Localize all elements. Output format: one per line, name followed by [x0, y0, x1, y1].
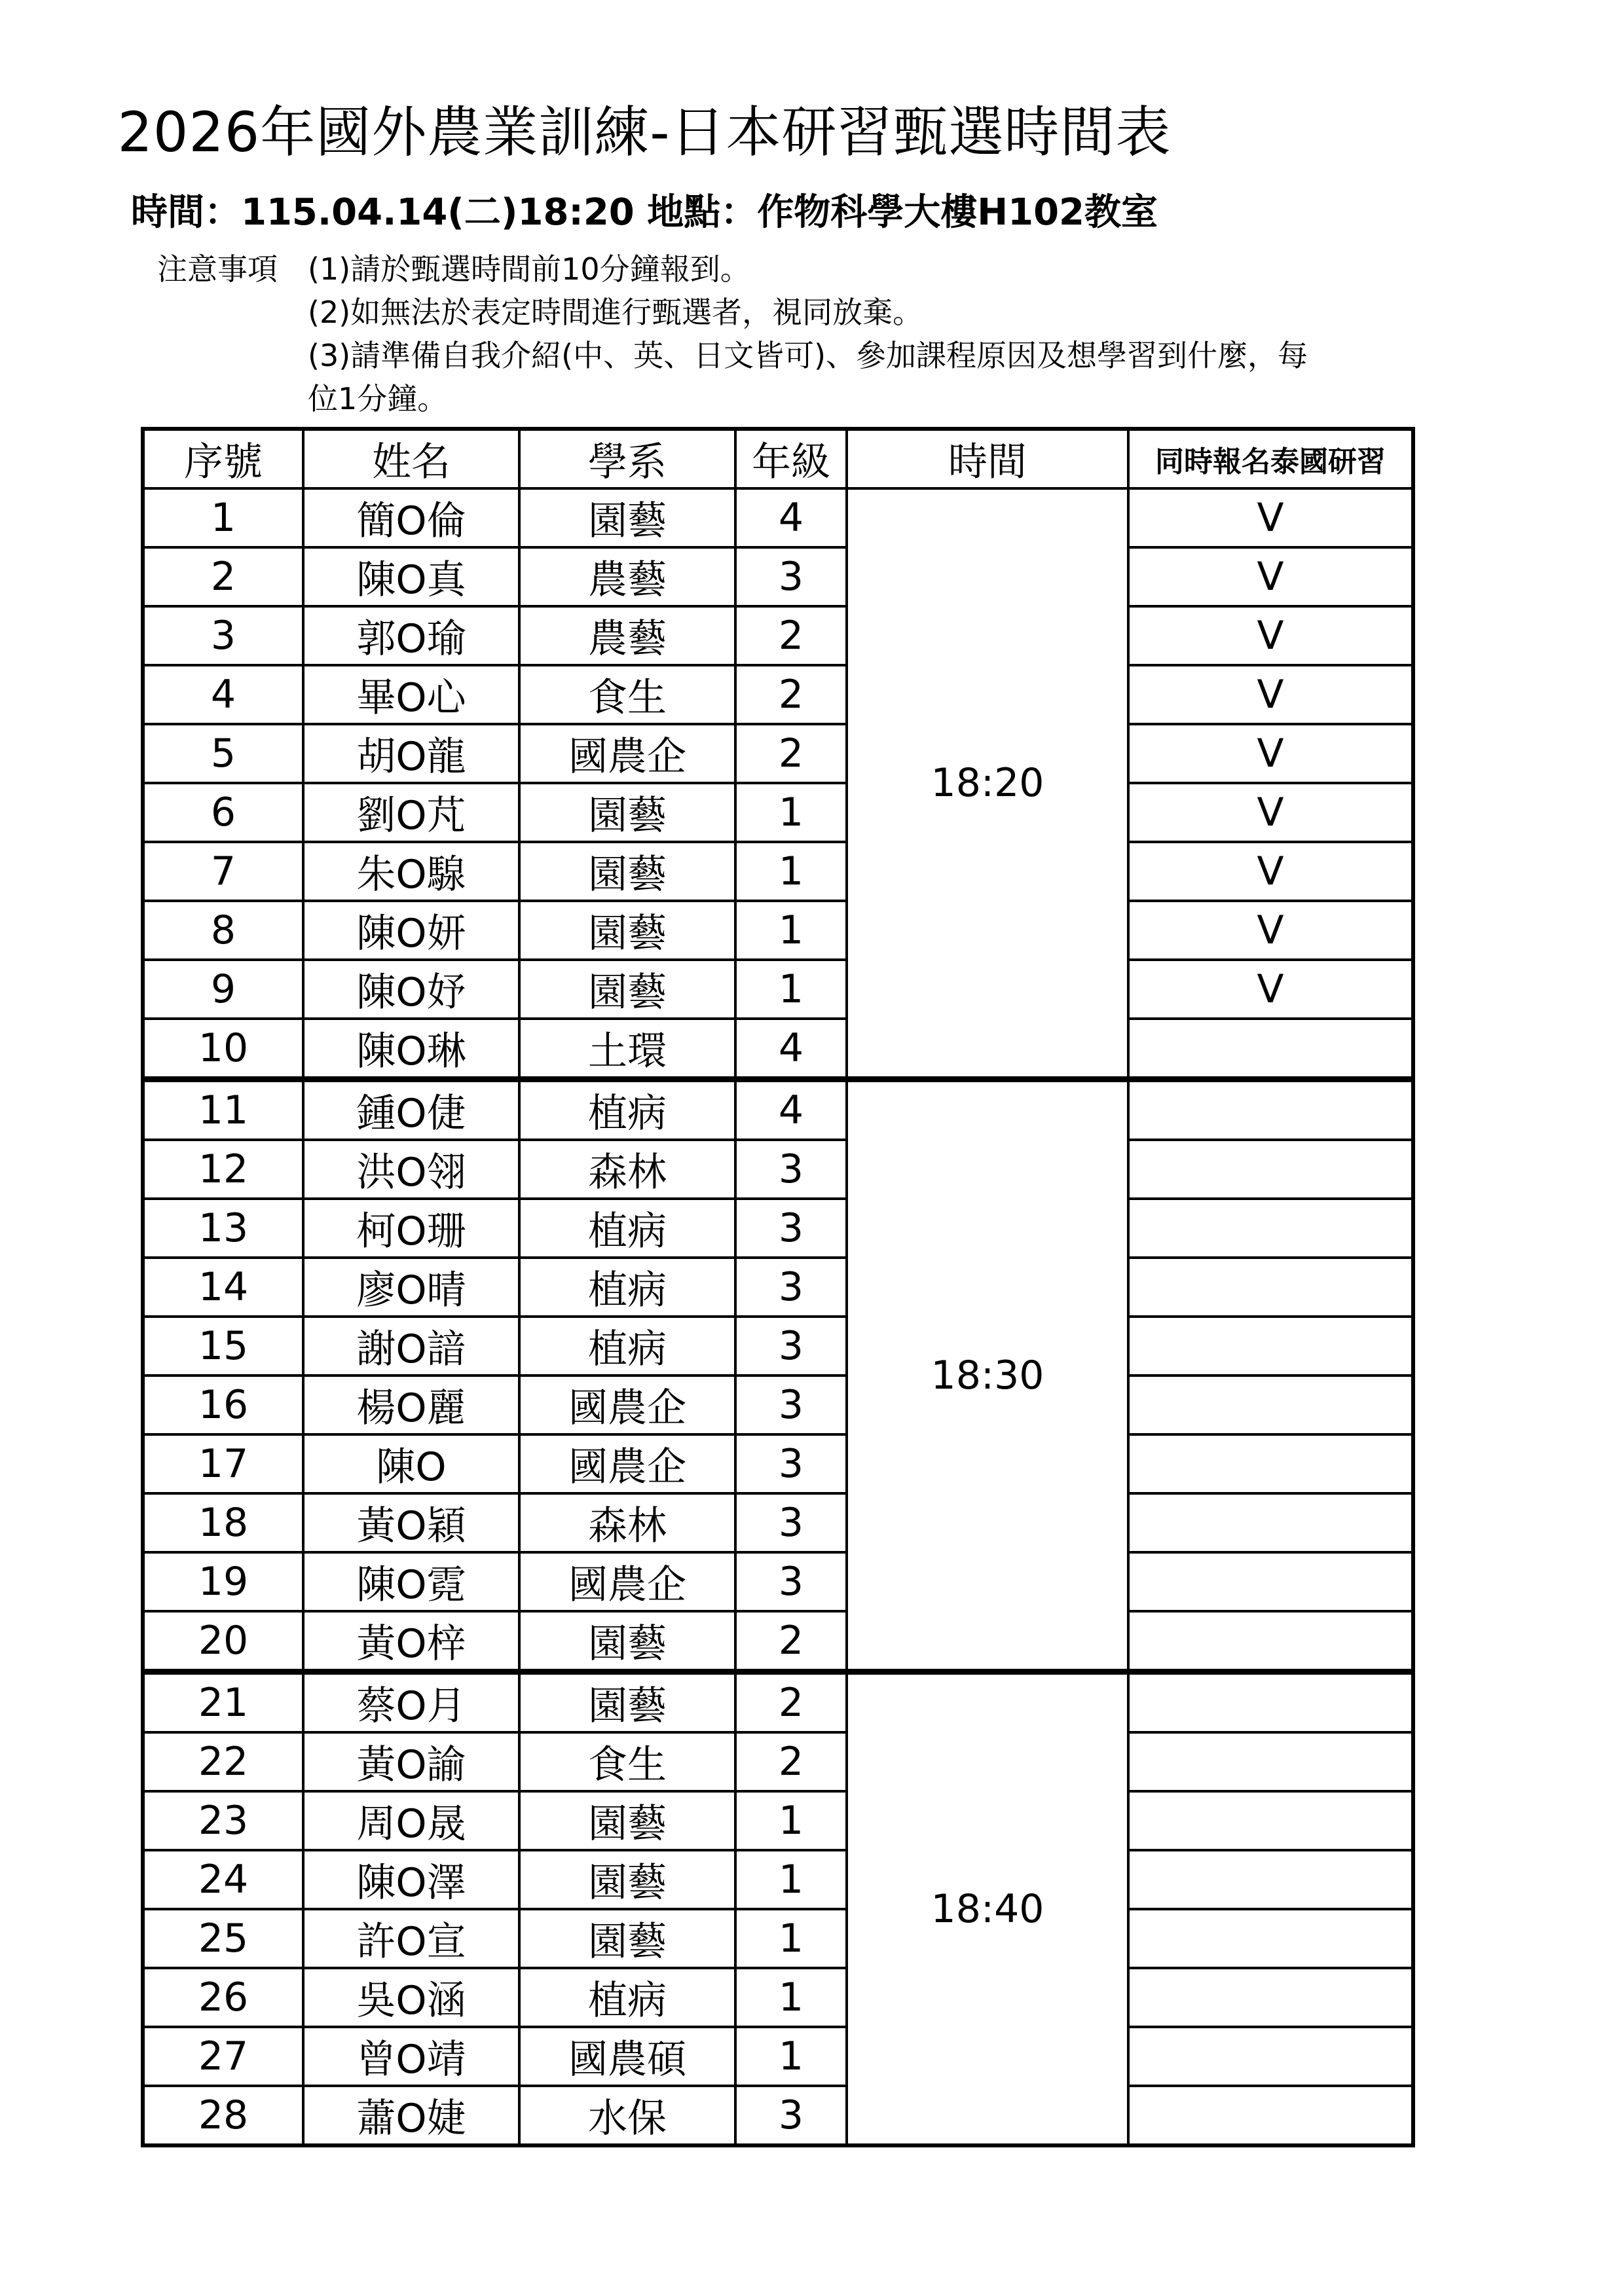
- cell-dept: 園藝: [519, 901, 735, 960]
- cell-name: 周O晟: [303, 1791, 519, 1850]
- notes-label: 注意事項: [157, 251, 278, 287]
- page-subtitle: 時間：115.04.14(二)18:20 地點：作物科學大樓H102教室: [131, 191, 1158, 234]
- cell-dept: 農藝: [519, 547, 735, 606]
- cell-grade: 4: [735, 488, 847, 547]
- cell-grade: 2: [735, 1672, 847, 1733]
- cell-dept: 園藝: [519, 1850, 735, 1909]
- cell-no: 17: [143, 1434, 303, 1493]
- cell-thai: V: [1128, 665, 1413, 724]
- cell-dept: 食生: [519, 1732, 735, 1791]
- cell-dept: 園藝: [519, 1672, 735, 1733]
- note-item: (3)請準備自我介紹(中、英、日文皆可)、參加課程原因及想學習到什麼，每: [308, 338, 1308, 373]
- table-row: [143, 783, 1413, 842]
- note-item: 位1分鐘。: [308, 381, 448, 416]
- table-row: [143, 665, 1413, 724]
- cell-thai: V: [1128, 488, 1413, 547]
- cell-grade: 2: [735, 606, 847, 665]
- cell-thai: [1128, 1434, 1413, 1493]
- cell-time: 18:40: [847, 1672, 1128, 2146]
- cell-grade: 4: [735, 1080, 847, 1140]
- cell-dept: 森林: [519, 1493, 735, 1552]
- table-row: [143, 2027, 1413, 2086]
- cell-thai: [1128, 1909, 1413, 1968]
- cell-name: 吳O涵: [303, 1968, 519, 2027]
- table-row: [143, 901, 1413, 960]
- schedule-table: [141, 427, 1415, 2147]
- table-row: [143, 1732, 1413, 1791]
- cell-dept: 植病: [519, 1258, 735, 1317]
- cell-name: 胡O龍: [303, 724, 519, 783]
- cell-dept: 園藝: [519, 783, 735, 842]
- cell-name: 朱O騡: [303, 842, 519, 901]
- cell-name: 謝O諳: [303, 1317, 519, 1376]
- cell-thai: [1128, 1552, 1413, 1611]
- cell-grade: 1: [735, 2027, 847, 2086]
- cell-no: 25: [143, 1909, 303, 1968]
- cell-thai: [1128, 1019, 1413, 1080]
- cell-no: 21: [143, 1672, 303, 1733]
- cell-no: 14: [143, 1258, 303, 1317]
- notes-list: [308, 247, 1308, 420]
- cell-time: 18:20: [847, 488, 1128, 1080]
- cell-no: 23: [143, 1791, 303, 1850]
- cell-grade: 3: [735, 547, 847, 606]
- table-row: [143, 724, 1413, 783]
- cell-no: 28: [143, 2086, 303, 2145]
- cell-name: 陳O妍: [303, 901, 519, 960]
- cell-dept: 水保: [519, 2086, 735, 2145]
- table-row: [143, 1552, 1413, 1611]
- table-row: [143, 1080, 1413, 1140]
- cell-dept: 國農企: [519, 724, 735, 783]
- cell-thai: [1128, 1611, 1413, 1672]
- cell-grade: 4: [735, 1019, 847, 1080]
- cell-grade: 3: [735, 1376, 847, 1434]
- cell-dept: 植病: [519, 1080, 735, 1140]
- cell-name: 陳O霓: [303, 1552, 519, 1611]
- cell-no: 22: [143, 1732, 303, 1791]
- cell-dept: 植病: [519, 1968, 735, 2027]
- cell-name: 陳O真: [303, 547, 519, 606]
- cell-name: 陳O澤: [303, 1850, 519, 1909]
- cell-grade: 1: [735, 901, 847, 960]
- cell-dept: 國農碩: [519, 2027, 735, 2086]
- header-dept: 學系: [519, 429, 735, 488]
- cell-dept: 國農企: [519, 1376, 735, 1434]
- cell-thai: V: [1128, 724, 1413, 783]
- cell-grade: 3: [735, 2086, 847, 2145]
- cell-no: 5: [143, 724, 303, 783]
- cell-no: 4: [143, 665, 303, 724]
- cell-no: 18: [143, 1493, 303, 1552]
- cell-name: 畢O心: [303, 665, 519, 724]
- cell-thai: [1128, 1376, 1413, 1434]
- table-row: [143, 1199, 1413, 1258]
- cell-dept: 園藝: [519, 488, 735, 547]
- cell-name: 楊O麗: [303, 1376, 519, 1434]
- cell-grade: 3: [735, 1434, 847, 1493]
- cell-thai: [1128, 1968, 1413, 2027]
- cell-grade: 1: [735, 842, 847, 901]
- cell-no: 27: [143, 2027, 303, 2086]
- cell-no: 3: [143, 606, 303, 665]
- cell-name: 陳O琳: [303, 1019, 519, 1080]
- cell-no: 20: [143, 1611, 303, 1672]
- table-row: [143, 1672, 1413, 1733]
- cell-name: 蔡O月: [303, 1672, 519, 1733]
- cell-name: 黃O穎: [303, 1493, 519, 1552]
- cell-thai: [1128, 2086, 1413, 2145]
- header-time: 時間: [847, 429, 1128, 488]
- cell-grade: 1: [735, 1968, 847, 2027]
- cell-dept: 園藝: [519, 1791, 735, 1850]
- cell-grade: 3: [735, 1199, 847, 1258]
- cell-grade: 2: [735, 1732, 847, 1791]
- cell-thai: [1128, 1850, 1413, 1909]
- cell-dept: 土環: [519, 1019, 735, 1080]
- header-thai: 同時報名泰國研習: [1128, 429, 1413, 488]
- cell-thai: [1128, 1493, 1413, 1552]
- table-row: [143, 842, 1413, 901]
- header-no: 序號: [143, 429, 303, 488]
- cell-thai: [1128, 1080, 1413, 1140]
- cell-no: 6: [143, 783, 303, 842]
- cell-thai: [1128, 1672, 1413, 1733]
- cell-thai: [1128, 1199, 1413, 1258]
- cell-grade: 2: [735, 665, 847, 724]
- cell-name: 柯O珊: [303, 1199, 519, 1258]
- cell-no: 16: [143, 1376, 303, 1434]
- cell-dept: 園藝: [519, 1611, 735, 1672]
- table-body: [143, 488, 1413, 2145]
- cell-no: 24: [143, 1850, 303, 1909]
- cell-grade: 3: [735, 1258, 847, 1317]
- cell-no: 7: [143, 842, 303, 901]
- table-row: [143, 488, 1413, 547]
- cell-name: 蕭O婕: [303, 2086, 519, 2145]
- table-row: [143, 1434, 1413, 1493]
- header-grade: 年級: [735, 429, 847, 488]
- cell-grade: 1: [735, 783, 847, 842]
- cell-dept: 森林: [519, 1140, 735, 1199]
- cell-no: 10: [143, 1019, 303, 1080]
- cell-name: 許O宣: [303, 1909, 519, 1968]
- table-row: [143, 1791, 1413, 1850]
- cell-grade: 1: [735, 1909, 847, 1968]
- cell-thai: [1128, 1791, 1413, 1850]
- table-row: [143, 960, 1413, 1019]
- cell-grade: 3: [735, 1140, 847, 1199]
- table-row: [143, 547, 1413, 606]
- cell-no: 8: [143, 901, 303, 960]
- cell-thai: V: [1128, 783, 1413, 842]
- cell-name: 鍾O倢: [303, 1080, 519, 1140]
- cell-grade: 3: [735, 1493, 847, 1552]
- cell-name: 洪O翎: [303, 1140, 519, 1199]
- table-row: [143, 1850, 1413, 1909]
- cell-thai: V: [1128, 606, 1413, 665]
- cell-dept: 國農企: [519, 1552, 735, 1611]
- table-row: [143, 1019, 1413, 1080]
- cell-dept: 植病: [519, 1317, 735, 1376]
- cell-dept: 園藝: [519, 1909, 735, 1968]
- cell-no: 26: [143, 1968, 303, 2027]
- note-item: (1)請於甄選時間前10分鐘報到。: [308, 251, 750, 287]
- cell-grade: 3: [735, 1317, 847, 1376]
- table-row: [143, 1376, 1413, 1434]
- table-row: [143, 1968, 1413, 2027]
- table-row: [143, 1317, 1413, 1376]
- cell-name: 郭O瑜: [303, 606, 519, 665]
- cell-no: 12: [143, 1140, 303, 1199]
- cell-no: 19: [143, 1552, 303, 1611]
- cell-thai: V: [1128, 547, 1413, 606]
- cell-no: 13: [143, 1199, 303, 1258]
- cell-name: 廖O晴: [303, 1258, 519, 1317]
- cell-name: 陳O: [303, 1434, 519, 1493]
- table-row: [143, 1493, 1413, 1552]
- cell-dept: 園藝: [519, 960, 735, 1019]
- cell-name: 曾O靖: [303, 2027, 519, 2086]
- cell-dept: 植病: [519, 1199, 735, 1258]
- cell-grade: 3: [735, 1552, 847, 1611]
- cell-thai: [1128, 1140, 1413, 1199]
- table-row: [143, 1611, 1413, 1672]
- cell-thai: [1128, 1258, 1413, 1317]
- table-row: [143, 1909, 1413, 1968]
- cell-no: 9: [143, 960, 303, 1019]
- cell-name: 劉O芃: [303, 783, 519, 842]
- cell-grade: 2: [735, 1611, 847, 1672]
- table-header-row: [143, 429, 1413, 488]
- table-row: [143, 1258, 1413, 1317]
- cell-dept: 食生: [519, 665, 735, 724]
- cell-thai: V: [1128, 901, 1413, 960]
- cell-name: 簡O倫: [303, 488, 519, 547]
- cell-no: 2: [143, 547, 303, 606]
- cell-thai: [1128, 1732, 1413, 1791]
- cell-grade: 1: [735, 960, 847, 1019]
- cell-grade: 2: [735, 724, 847, 783]
- cell-dept: 農藝: [519, 606, 735, 665]
- cell-dept: 國農企: [519, 1434, 735, 1493]
- cell-dept: 園藝: [519, 842, 735, 901]
- table-row: [143, 606, 1413, 665]
- cell-name: 陳O妤: [303, 960, 519, 1019]
- cell-no: 11: [143, 1080, 303, 1140]
- table-row: [143, 2086, 1413, 2145]
- cell-no: 15: [143, 1317, 303, 1376]
- page-title: 2026年國外農業訓練-日本研習甄選時間表: [117, 100, 1172, 164]
- note-item: (2)如無法於表定時間進行甄選者，視同放棄。: [308, 295, 923, 330]
- cell-thai: V: [1128, 842, 1413, 901]
- cell-thai: [1128, 1317, 1413, 1376]
- cell-grade: 1: [735, 1791, 847, 1850]
- cell-name: 黃O諭: [303, 1732, 519, 1791]
- cell-thai: [1128, 2027, 1413, 2086]
- header-name: 姓名: [303, 429, 519, 488]
- table-row: [143, 1140, 1413, 1199]
- cell-no: 1: [143, 488, 303, 547]
- cell-thai: V: [1128, 960, 1413, 1019]
- cell-grade: 1: [735, 1850, 847, 1909]
- cell-name: 黃O梓: [303, 1611, 519, 1672]
- cell-time: 18:30: [847, 1080, 1128, 1672]
